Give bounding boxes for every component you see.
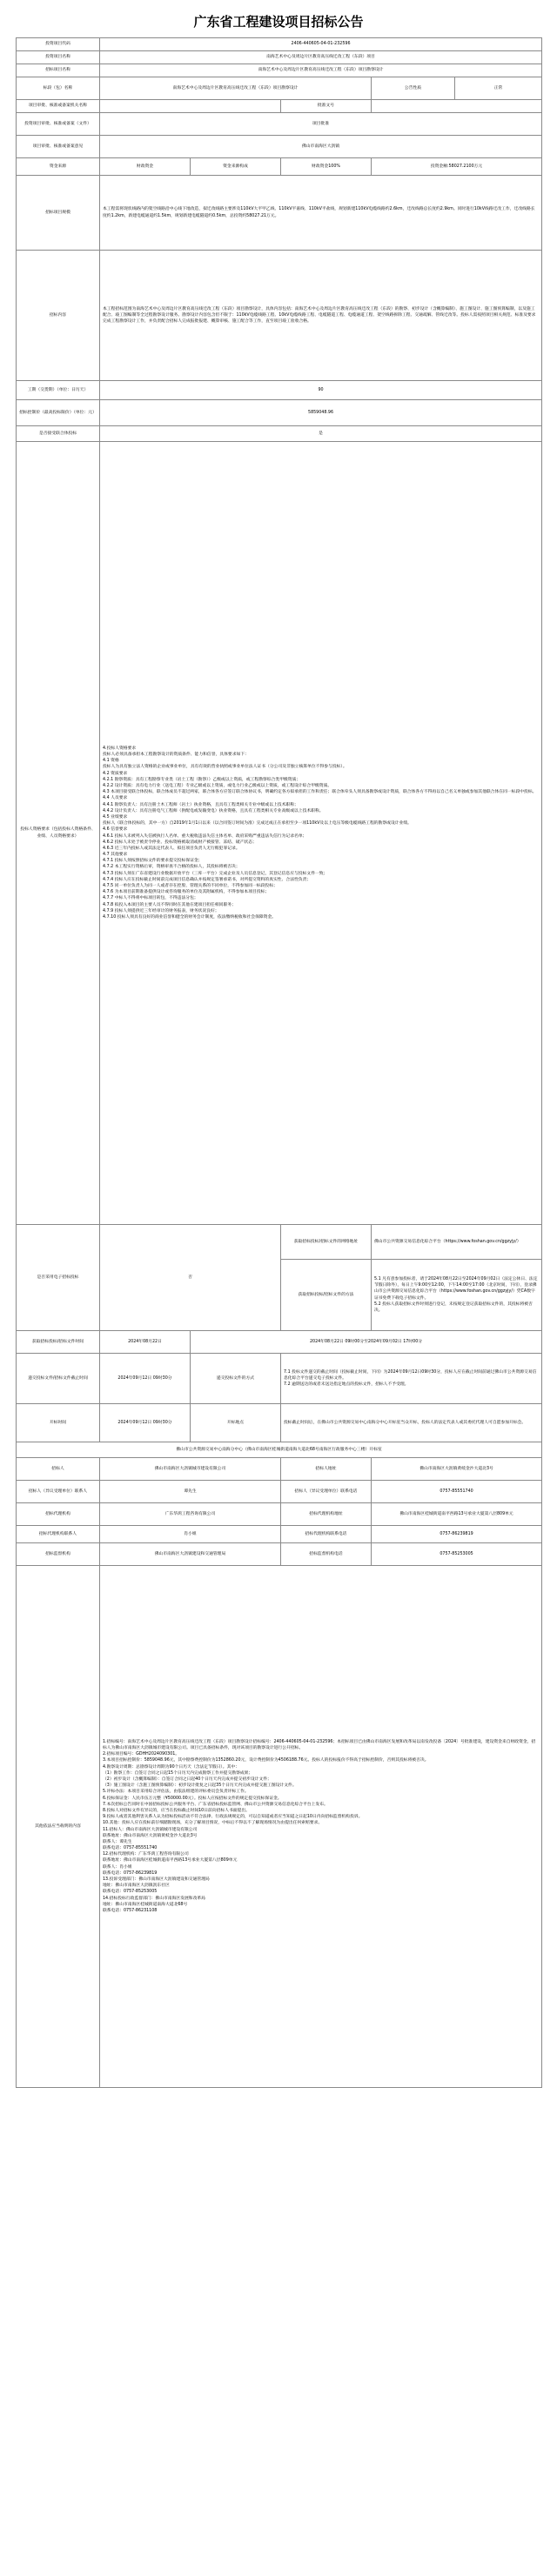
doc-method-label: 获取招标投标/招标文件的方法 <box>281 1260 372 1331</box>
opening-time-value: 2024年09月12日 09时30分 <box>100 1404 191 1442</box>
supervisor-label: 招标监督机构 <box>17 1543 100 1566</box>
agent-contact-label: 招标代理机构联系人 <box>17 1526 100 1543</box>
approval-no-value <box>372 100 542 113</box>
supervisor-phone-label: 招标监督机构电话 <box>281 1543 372 1566</box>
agent-value: 广东华鸿工程咨询有限公司 <box>100 1503 281 1526</box>
qualification-value: 4.投标人资格要求 投标人必须具备承担本工程勘察设计的资质条件、能力和信誉，具体要求如下： 4.1 资格 投标人为具有独立法人资格的企业或事业单位，具有有效的营业执照或事业单位法人证书（分公司及非独立核算单位不得参与投标）。 4.2 资质要求 4.2.1 勘察资质：具有工程勘察专业类（岩土工程（勘察））乙级或以上资质，或工程勘察综合类甲级资质； 4.2.2 设计资质：具有电力行业（送电工程）专业乙级或以上资质，或电力行业乙级或以上资质，或工程设计综合甲级资质。 4.3 本项目接受联合体投标，联合体成员不超过两家，联合体各方应签订联合体协议书，明确约定各方拟承担的工作和责任；联合体牵头人须具备勘察或设计资质，联合体各方不得再以自己名义单独或参加其他联合体在同一标段中投标。 4.4 人员要求 4.4.1 勘察负责人：具有注册土木工程师（岩土）执业资格，且具有工程类相关专业中级或以上技术职称； 4.4.2 设计负责人：具有注册电气工程师（供配电或发输变电）执业资格，且具有工程类相关专业高级或以上技术职称。 4.5 业绩要求 投标人（联合体投标的，其中一方）自2019年1月1日以来（以合同签订时间为准）完成过或正在承担至少一项110kV及以上电压等级电缆线路工程的勘察或设计业绩。 4.6 信誉要求 4.6.1 投标人未被列入失信被执行人名单、重大税收违法失信主体名单、政府采购严重违法失信行为记录名单； 4.6.2 投标人未处于被责令停业、投标资格被取消或财产被接管、冻结、破产状态； 4.6.3 近三年内投标人或其法定代表人、拟任项目负责人无行贿犯罪记录。 4.7 其他要求 4.7.1 投标人须按照招标文件的要求提交投标保证金； 4.7.2 本工程实行资格后审，资格审查不合格的投标人，其投标将被否决； 4.7.3 投标人须在广东省建设行业数据开放平台（三库一平台）完成企业及人员信息登记，其登记信息应与投标文件一致； 4.7.4 投标人应在投标截止时间前完成项目信息确认并按规定签署承诺书，对所提交资料的真实性、合法性负责； 4.7.5 同一单位负责人为同一人或者存在控股、管理关系的不同单位，不得参加同一标段投标； 4.7.6 为本项目前期准备提供设计或咨询服务的单位及其附属机构，不得参加本项目投标； 4.7.7 中标人不得将中标项目转包，不得违法分包； 4.7.8 拟投入本项目的主要人员不得同时在其他在建项目担任相同职务； 4.7.9 投标人须提供近三年经审计的财务报表，财务状况良好； 4.7.10 投标人须具有良好的商业信誉和健全的财务会计制度，依法缴纳税收和社会保障资金。 <box>100 442 542 1225</box>
scope-label: 招标内容 <box>17 251 100 381</box>
tenderer-phone-label: 招标人（异议受理单位）联系电话 <box>281 1481 372 1503</box>
tenderer-label: 招标人 <box>17 1458 100 1481</box>
agent-address-value: 佛山市南海区桂城街道南平西路13号承业大厦第八层809单元 <box>372 1503 542 1526</box>
agent-phone-value: 0757-86239819 <box>372 1526 542 1543</box>
opening-place-label: 开标地点 <box>191 1404 281 1442</box>
approval-dept-value <box>100 100 281 113</box>
bid-project-name-label: 招标项目名称 <box>17 64 100 77</box>
tenderer-phone-value: 0757-85551740 <box>372 1481 542 1503</box>
scale-label: 招标项目规模 <box>17 176 100 251</box>
approval-opinion-label: 项目审批、核准或备案意见 <box>17 136 100 158</box>
bid-deadline-value: 2024年09月12日 09时30分 <box>100 1354 191 1404</box>
project-name-label: 投资项目名称 <box>17 51 100 64</box>
announcement-table <box>16 37 542 2088</box>
consortium-value: 是 <box>100 426 542 442</box>
opening-place-value: 投标截止时间后，在佛山市公共资源交易中心南海分中心开标室当众开标，投标人的法定代表人或其委托代理人可自愿参加开标会。 <box>281 1404 542 1442</box>
approval-dept-label: 项目审批、核准或备案机关名称 <box>17 100 100 113</box>
funding-source-type: 财政资金 <box>100 158 191 176</box>
supervisor-phone-value: 0757-85253005 <box>372 1543 542 1566</box>
duration-value: 90 <box>100 381 542 400</box>
e-tender-value: 否 <box>100 1225 281 1331</box>
agent-phone-label: 招标代理机构联系电话 <box>281 1526 372 1543</box>
approval-opinion-value: 佛山市南海区大沥镇 <box>100 136 542 158</box>
doc-address-link[interactable]: 佛山市公共资源交易信息化综合平台（https://www.foshan.gov.cn/ggzyjy/） <box>374 1239 521 1244</box>
doc-address-label: 获取招标投标/招标文件的网络地址 <box>281 1225 372 1260</box>
section-name-label: 标段（包）名称 <box>17 77 100 100</box>
tenderer-contact-value: 谭先生 <box>100 1481 281 1503</box>
agent-address-label: 招标代理机构地址 <box>281 1503 372 1526</box>
other-label: 其他依法应当载明的内容 <box>17 1566 100 2088</box>
e-tender-label: 是否采用电子招标投标 <box>17 1225 100 1331</box>
project-code-label: 投资项目代码 <box>17 38 100 51</box>
max-price-label: 招标控制价（最高投标限价）（单位：元） <box>17 400 100 426</box>
tenderer-contact-label: 招标人（异议受理单位）联系人 <box>17 1481 100 1503</box>
supervisor-value: 佛山市南海区大沥镇建设和交通管理局 <box>100 1543 281 1566</box>
max-price-value: 5859048.96 <box>100 400 542 426</box>
page-title: 广东省工程建设项目招标公告 <box>193 14 364 30</box>
funding-source-label: 资金来源 <box>17 158 100 176</box>
submit-method-label: 递交投标文件的方式 <box>191 1354 281 1404</box>
duration-label: 工期（交货期）（单位：日历天） <box>17 381 100 400</box>
tenderer-address-label: 招标人地址 <box>281 1458 372 1481</box>
approval-no-label: 批准文号 <box>281 100 372 113</box>
qualification-label: 投标人资格要求（包括投标人资格条件、业绩、人员资格要求） <box>17 442 100 1225</box>
tenderer-value: 佛山市南海区大沥镇城市建设有限公司 <box>100 1458 281 1481</box>
submit-method-value: 7.1 投标文件递交的截止时间（投标截止时间，下同）为2024年09月12日09时30分，投标人应在截止时间前通过佛山市公共资源交易信息化综合平台递交电子投标文件。 7.2 逾期送达的或者未送达指定地点的投标文件，招标人不予受理。 <box>281 1354 542 1404</box>
investment-amount: 投资金额:58027.2100万元 <box>372 158 542 176</box>
announcement-nature-value: 正常 <box>455 77 542 100</box>
agent-label: 招标代理机构 <box>17 1503 100 1526</box>
project-code-value: 2406-440605-04-01-232596 <box>100 38 542 51</box>
scope-value: 本工程招标范围为南海艺术中心及周边片区教育高压线迁改工程（东段）项目勘察设计，具体内容包括：南海艺术中心及周边片区教育高压线迁改工程（东段）的勘察、初步设计（含概算编制）、施工图设计、施工图预算编制，以及施工配合、竣工图编制等全过程勘察设计服务。勘察设计内容包含但不限于：110kV电缆线路工程、10kV电缆线路工程、电缆隧道工程、电缆通道工程、架空线路拆除工程、交通疏解、管线迁改等。投标人需按照项目相关规范、标准及要求完成工程勘察设计工作，并负责配合招标人完成报批报建、概算审核、施工配合等工作，直至项目竣工验收合格。 <box>100 251 542 381</box>
doc-time-label: 获取招标投标/招标文件时间 <box>17 1331 100 1354</box>
section-name-value: 南海艺术中心及周边片区教育高压线迁改工程（东段）项目勘察设计 <box>100 77 372 100</box>
consortium-label: 是否接受联合体投标 <box>17 426 100 442</box>
approval-doc-label: 投资项目审批、核准或备案（文件） <box>17 113 100 136</box>
approval-doc-value: 项目批准 <box>100 113 542 136</box>
opening-place-full: 佛山市公共资源交易中心南海分中心（佛山市南海区桂城街道南海大道北68号南海区行政服务中心三楼）开标室 <box>17 1442 542 1458</box>
funding-ratio-label: 资金来源构成 <box>191 158 281 176</box>
funding-ratio-value: 财政资金100% <box>281 158 372 176</box>
announcement-nature-label: 公告性质 <box>372 77 455 100</box>
doc-time-start: 2024年08月22日 <box>100 1331 191 1354</box>
opening-time-label: 开标时间 <box>17 1404 100 1442</box>
other-value: 1.招标编号：南海艺术中心及周边片区教育高压线迁改工程（东段）项目勘察设计招标编号：2406-440605-04-01-232596；本招标项目已由佛山市南海区发展和改革局以南发改投备〔2024〕号批准建设，建设资金来自财政资金，招标人为佛山市南海区大沥镇城市建设有限公司。项目已具备招标条件，现对该项目的勘察设计进行公开招标。 2.招标项目编号：GDHH2024090301。 3.本项目招标控制价：5859048.96元，其中勘察费控制价为1352860.20元，设计费控制价为4506188.76元。投标人的投标报价不得高于招标控制价，否则其投标将被否决。 4.勘察设计周期：总勘察设计周期为90个日历天（含法定节假日）。其中： （1）勘察工作：自签订合同之日起15个日历天内完成勘察工作并提交勘察成果； （2）初步设计（含概算编制）：自签订合同之日起40个日历天内完成并提交初步设计文件； （3）施工图设计（含施工图预算编制）：初步设计批复之日起35个日历天内完成并提交施工图设计文件。 5.评标办法：本项目采用综合评估法，由依法组建的评标委员会负责评标工作。 6.投标保证金：人民币伍万元整（¥50000.00元）。投标人应按招标文件的规定提交投标保证金。 7.本次招标公告同时在中国招标投标公共服务平台、广东省招标投标监管网、佛山市公共资源交易信息化综合平台上发布。 8.投标人对招标文件有异议的，应当在投标截止时间10日前向招标人书面提出。 9.投标人或者其他利害关系人认为招标投标活动不符合法律、行政法规规定的，可以自知道或者应当知道之日起10日内向招标监督机构投诉。 10.其他：投标人应在投标前仔细踏勘现场，充分了解项目情况，中标后不得以不了解现场情况为由提出任何索赔要求。 11.招标人：佛山市南海区大沥镇城市建设有限公司 联系地址：佛山市南海区大沥镇黄岐金沙大道北3号 联系人：谭先生 联系电话：0757-85551740 12.招标代理机构：广东华鸿工程咨询有限公司 联系地址：佛山市南海区桂城街道南平西路13号承业大厦第八层809单元 联系人：肖小姐 联系电话：0757-86239819 13.投诉受理部门：佛山市南海区大沥镇建设和交通管理局 地址：佛山市南海区大沥镇沥东社区 联系电话：0757-85253005 14.招标投标行政监督部门：佛山市南海区发展和改革局 地址：佛山市南海区桂城街道南海大道北68号 联系电话：0757-86231108 <box>100 1566 542 2088</box>
doc-method-value: 5.1 凡有意参加投标者，请于2024年08月22日至2024年09月02日（法定公休日、法定节假日除外），每日上午9:00至12:00，下午14:00至17:00（北京时间，下同），登录佛山市公共资源交易信息化综合平台（https://www.foshan.gov.cn/ggzyjy/）凭CA数字证书免费下载电子招标文件。 5.2 投标人获取招标文件时须进行登记，未按规定登记获取招标文件的，其投标将被否决。 <box>372 1260 542 1331</box>
doc-address-value[interactable] <box>372 1225 542 1260</box>
tenderer-address-value: 佛山市南海区大沥镇黄岐金沙大道北3号 <box>372 1458 542 1481</box>
project-name-value: 南海艺术中心及周边片区教育高压线迁改工程（东段）项目 <box>100 51 542 64</box>
bid-project-name-value: 南海艺术中心及周边片区教育高压线迁改工程（东段）项目勘察设计 <box>100 64 542 77</box>
agent-contact-value: 肖小姐 <box>100 1526 281 1543</box>
scale-value: 本工程需将现状线路内的架空线路沿中心线下地改造，拟迁改线路主要涉及110kV大平甲乙线、110kV平嘉线、110kV平盐线，规划新建110kV电缆线路约2.6km，迁改线路总长度约2.9km。同时进行10kV线路迁改工作，迁改线路长度约1.2km，新建电缆通道约1.5km，规划新建电缆隧道约0.5km，总投资约58027.21万元。 <box>100 176 542 251</box>
doc-time-range: 2024年08月22日 09时00分至2024年09月02日 17时00分 <box>191 1331 542 1354</box>
bid-deadline-label: 递交投标文件/招标文件截止时间 <box>17 1354 100 1404</box>
